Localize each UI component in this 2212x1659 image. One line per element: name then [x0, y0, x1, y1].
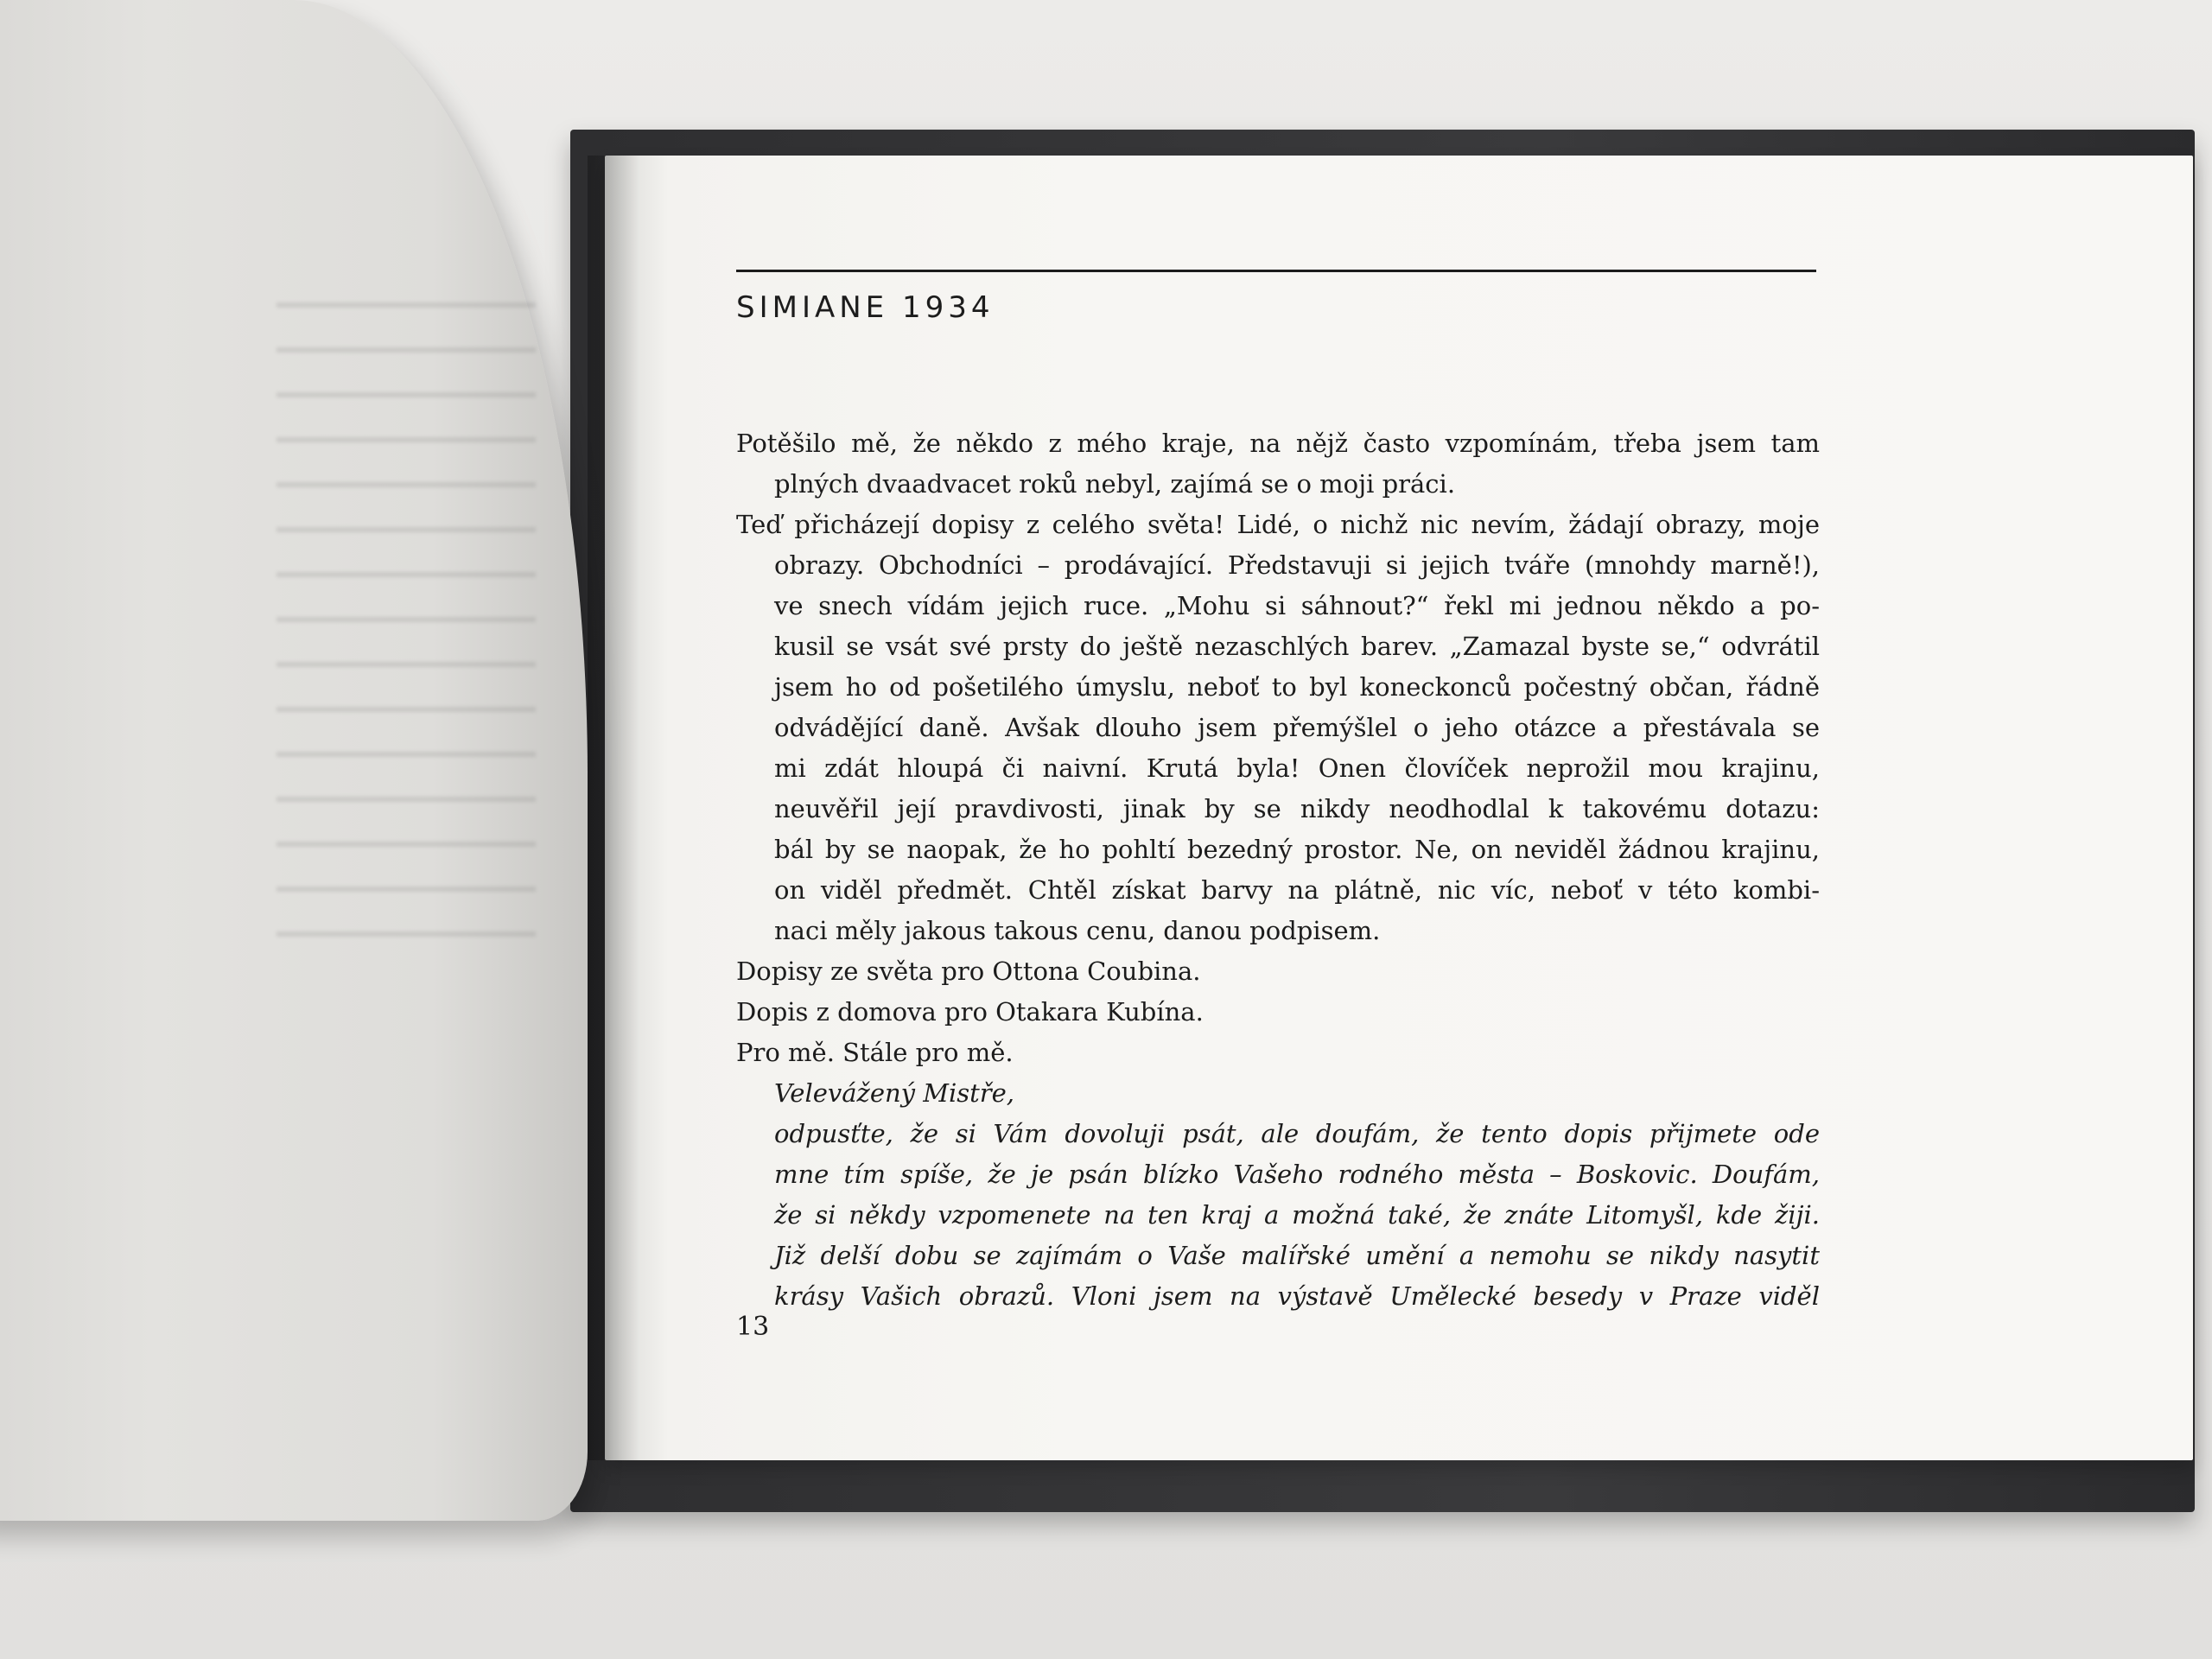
text-line: kusil se vsát své prsty do ještě nezaschlých barev. „Zamazal byste se,“ odvrátil	[774, 632, 1820, 661]
text-line: naci měly jakous takous cenu, danou podpisem.	[774, 916, 1381, 945]
gutter-shadow	[588, 156, 639, 1460]
text-line: obrazy. Obchodníci – prodávající. Představuji si jejich tváře (mnohdy marně!),	[774, 550, 1820, 580]
text-line: ve snech vídám jejich ruce. „Mohu si sáhnout?“ řekl mi jednou někdo a po-	[774, 591, 1820, 620]
text-line: odvádějící daně. Avšak dlouho jsem přemýšlel o jeho otázce a přestávala se	[774, 713, 1820, 742]
text-line: mi zdát hloupá či naivní. Krutá byla! Onen človíček neprožil mou krajinu,	[774, 753, 1820, 783]
text-line: plných dvaadvacet roků nebyl, zajímá se o moji práci.	[774, 469, 1456, 499]
text-line: Dopis z domova pro Otakara Kubína.	[736, 997, 1204, 1027]
text-line: jsem ho od pošetilého úmyslu, neboť to byl koneckonců počestný občan, řádně	[774, 672, 1820, 702]
letter-line: Již delší dobu se zajímám o Vaše malířské umění a nemohu se nikdy nasytit	[774, 1241, 1820, 1270]
text-line: Dopisy ze světa pro Ottona Coubina.	[736, 957, 1201, 986]
left-page	[0, 0, 588, 1521]
show-through-text	[276, 276, 536, 968]
letter-line: odpusťte, že si Vám dovoluji psát, ale doufám, že tento dopis přijmete ode	[774, 1119, 1820, 1148]
text-line: Teď přicházejí dopisy z celého světa! Lidé, o nichž nic nevím, žádají obrazy, moje	[736, 510, 1820, 539]
letter-line: krásy Vašich obrazů. Vloni jsem na výstavě Umělecké besedy v Praze viděl	[774, 1281, 1820, 1311]
header-rule	[736, 270, 1816, 272]
letter-line: že si někdy vzpomenete na ten kraj a možná také, že znáte Litomyšl, kde žiji.	[774, 1200, 1820, 1230]
text-line: neuvěřil její pravdivosti, jinak by se nikdy neodhodlal k takovému dotazu:	[774, 794, 1820, 823]
letter-salutation: Velevážený Mistře,	[774, 1078, 1015, 1108]
text-line: Potěšilo mě, že někdo z mého kraje, na nějž často vzpomínám, třeba jsem tam	[736, 429, 1820, 458]
running-header: SIMIANE 1934	[736, 290, 995, 325]
text-line: Pro mě. Stále pro mě.	[736, 1038, 1014, 1067]
letter-line: mne tím spíše, že je psán blízko Vašeho rodného města – Boskovic. Doufám,	[774, 1160, 1820, 1189]
text-line: on viděl předmět. Chtěl získat barvy na plátně, nic víc, neboť v této kombi-	[774, 875, 1820, 905]
page-number: 13	[736, 1312, 770, 1342]
body-text	[736, 423, 1820, 1317]
text-line: bál by se naopak, že ho pohltí bezedný prostor. Ne, on neviděl žádnou krajinu,	[774, 835, 1820, 864]
